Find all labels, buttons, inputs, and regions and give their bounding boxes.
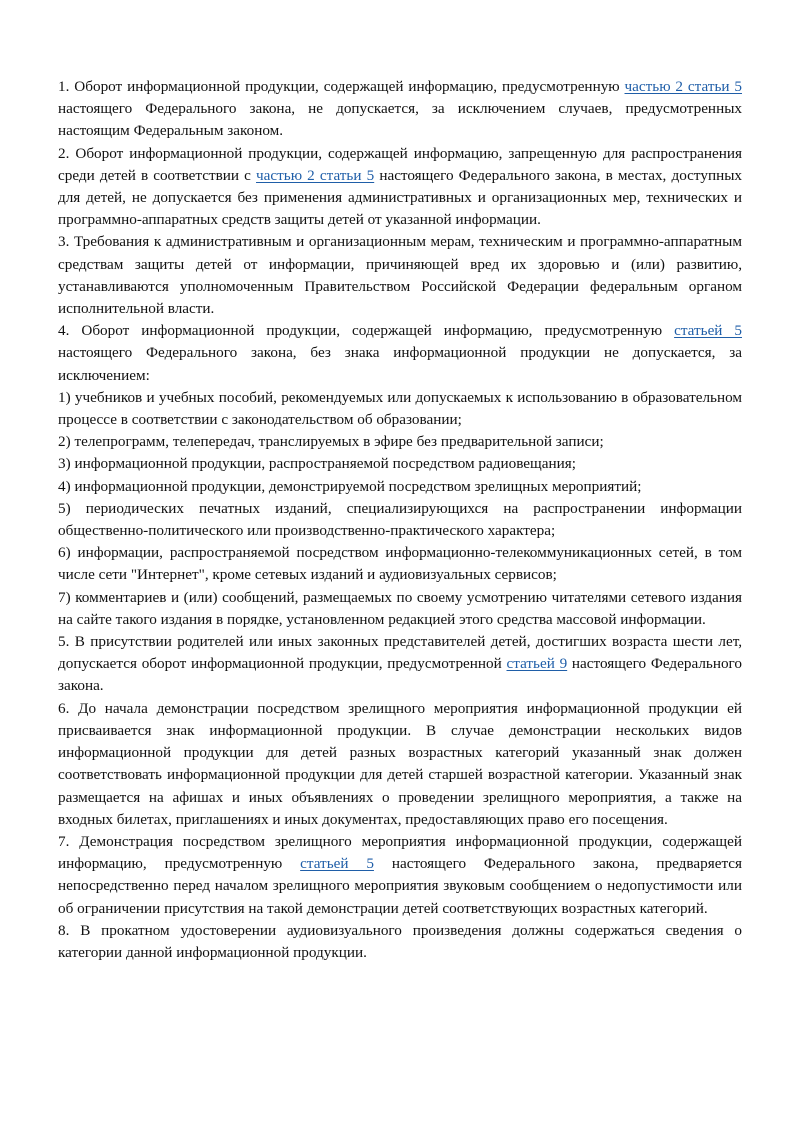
law-reference-link[interactable]: статьей 5 — [300, 855, 374, 873]
paragraph — [58, 920, 742, 964]
paragraph-text: настоящего Федерального закона. — [58, 655, 742, 695]
paragraph-text: 8. В прокатном удостоверении аудиовизуального произведения должны содержаться сведения о категории данной информационной продукции. — [58, 921, 742, 961]
paragraph-text: настоящего Федерального закона, без знака информационной продукции не допускается, за исключением: — [58, 344, 742, 384]
paragraph — [58, 476, 742, 498]
paragraph — [58, 431, 742, 453]
paragraph-text: 6) информации, распространяемой посредством информационно-телекоммуникационных сетей, в том числе сети "Интернет", кроме сетевых изданий и аудиовизуальных сервисов; — [58, 544, 742, 584]
paragraph-text: настоящего Федерального закона, предваряется непосредственно перед началом зрелищного мероприятия звуковым сообщением о недопустимости или об ограничении присутствия на такой демонстрации детей соответствующих возрастных категорий. — [58, 855, 742, 917]
paragraph — [58, 542, 742, 586]
paragraph-text: 7. Демонстрация посредством зрелищного мероприятия информационной продукции, содержащей информацию, предусмотренную — [58, 832, 742, 873]
document-body — [58, 76, 742, 964]
paragraph — [58, 320, 742, 387]
paragraph — [58, 143, 742, 232]
paragraph-text: настоящего Федерального закона, в местах, доступных для детей, не допускается без применения административных и организационных мер, технических и программно-аппаратных средств защиты детей от указанной информации. — [58, 166, 742, 229]
law-reference-link[interactable]: статьей 9 — [506, 655, 568, 673]
paragraph-text: 2. Оборот информационной продукции, содержащей информацию, запрещенную для распространения среди детей в соответствии с — [58, 144, 742, 184]
paragraph — [58, 231, 742, 320]
paragraph-text: 1) учебников и учебных пособий, рекомендуемых или допускаемых к использованию в образовательном процессе в соответствии с законодательством об образовании; — [58, 388, 742, 429]
paragraph — [58, 831, 742, 920]
law-reference-link[interactable]: статьей 5 — [674, 322, 742, 340]
paragraph-text: 6. До начала демонстрации посредством зрелищного мероприятия информационной продукции ей присваивается знак информационной продукции. В случае демонстрации нескольких видов информационной продукции для детей разных возрастных категорий указанный знак должен соответствовать информационной продукции для детей старшей возрастной категории. Указанный знак размещается на афишах и иных объявлениях о проведении зрелищного мероприятия, а также на входных билетах, приглашениях и иных документах, предоставляющих право его посещения. — [58, 699, 742, 828]
paragraph-text: 2) телепрограмм, телепередач, транслируемых в эфире без предварительной записи; — [58, 433, 604, 451]
paragraph-text: 5. В присутствии родителей или иных законных представителей детей, достигших возраста шести лет, допускается оборот информационной продукции, предусмотренной — [58, 633, 742, 673]
law-reference-link[interactable]: частью 2 статьи 5 — [256, 166, 375, 184]
paragraph — [58, 587, 742, 631]
paragraph — [58, 698, 742, 831]
paragraph — [58, 631, 742, 698]
paragraph-text: 1. Оборот информационной продукции, содержащей информацию, предусмотренную — [58, 78, 625, 95]
paragraph — [58, 387, 742, 431]
paragraph-text: 3. Требования к административным и организационным мерам, техническим и программно-аппаратным средствам защиты детей от информации, причиняющей вред их здоровью и (или) развитию, устанавливаются уполномоченным Правительством Российской Федерации федеральным органом исполнительной власти. — [58, 233, 742, 318]
paragraph-text: 4) информационной продукции, демонстрируемой посредством зрелищных мероприятий; — [58, 477, 642, 495]
paragraph — [58, 453, 742, 475]
law-reference-link[interactable]: частью 2 статьи 5 — [624, 78, 742, 95]
paragraph-text: настоящего Федерального закона, не допускается, за исключением случаев, предусмотренных настоящим Федеральным законом. — [58, 100, 742, 140]
paragraph-text: 4. Оборот информационной продукции, содержащей информацию, предусмотренную — [58, 322, 675, 340]
paragraph-text: 3) информационной продукции, распространяемой посредством радиовещания; — [58, 455, 576, 473]
paragraph-text: 7) комментариев и (или) сообщений, размещаемых по своему усмотрению читателями сетевого издания на сайте такого издания в порядке, установленном редакцией этого средства массовой информации. — [58, 588, 742, 628]
paragraph — [58, 76, 742, 143]
paragraph-text: 5) периодических печатных изданий, специализирующихся на распространении информации общественно-политического или производственно-практического характера; — [58, 499, 742, 540]
paragraph — [58, 498, 742, 542]
